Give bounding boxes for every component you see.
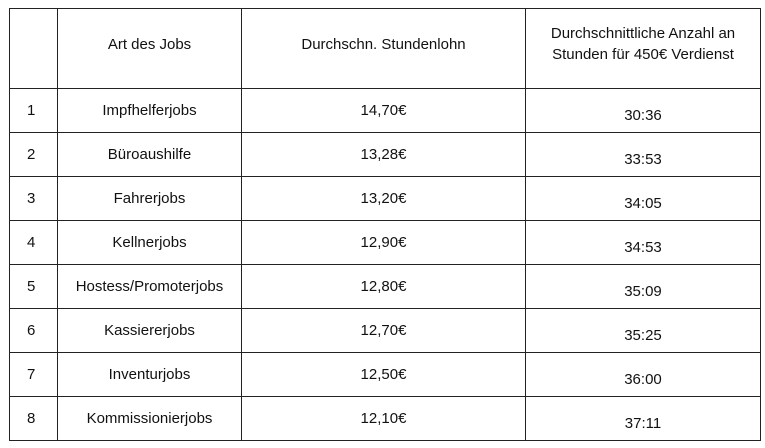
table-row <box>10 133 761 177</box>
rank-cell: 2 <box>10 133 58 177</box>
rank-cell: 4 <box>10 221 58 265</box>
wage-cell: 12,70€ <box>242 309 526 353</box>
table-row <box>10 309 761 353</box>
hours-cell: 36:00 <box>526 353 761 397</box>
hours-cell: 34:53 <box>526 221 761 265</box>
table-row <box>10 89 761 133</box>
wage-cell: 12,10€ <box>242 397 526 441</box>
header-job-type: Art des Jobs <box>58 9 242 89</box>
job-type-cell: Hostess/Promoterjobs <box>58 265 242 309</box>
hours-cell: 34:05 <box>526 177 761 221</box>
wage-cell: 12,50€ <box>242 353 526 397</box>
wage-cell: 12,90€ <box>242 221 526 265</box>
rank-cell: 5 <box>10 265 58 309</box>
header-row <box>10 9 761 89</box>
wage-cell: 13,20€ <box>242 177 526 221</box>
rank-cell: 7 <box>10 353 58 397</box>
table-header <box>10 9 761 89</box>
hours-cell: 35:09 <box>526 265 761 309</box>
wage-cell: 13,28€ <box>242 133 526 177</box>
hours-cell: 30:36 <box>526 89 761 133</box>
table-row <box>10 265 761 309</box>
job-type-cell: Büroaushilfe <box>58 133 242 177</box>
table-row <box>10 221 761 265</box>
rank-cell: 8 <box>10 397 58 441</box>
job-type-cell: Inventurjobs <box>58 353 242 397</box>
hours-cell: 33:53 <box>526 133 761 177</box>
table-body <box>10 89 761 441</box>
header-avg-hours: Durchschnittliche Anzahl an Stunden für 450€ Verdienst <box>526 9 761 89</box>
header-rank <box>10 9 58 89</box>
job-type-cell: Kommissionierjobs <box>58 397 242 441</box>
hours-cell: 37:11 <box>526 397 761 441</box>
job-type-cell: Impfhelferjobs <box>58 89 242 133</box>
rank-cell: 6 <box>10 309 58 353</box>
header-avg-wage: Durchschn. Stundenlohn <box>242 9 526 89</box>
rank-cell: 3 <box>10 177 58 221</box>
table-row <box>10 177 761 221</box>
hours-cell: 35:25 <box>526 309 761 353</box>
wage-cell: 14,70€ <box>242 89 526 133</box>
job-type-cell: Kellnerjobs <box>58 221 242 265</box>
table-row <box>10 397 761 441</box>
wage-cell: 12,80€ <box>242 265 526 309</box>
job-type-cell: Fahrerjobs <box>58 177 242 221</box>
table-row <box>10 353 761 397</box>
rank-cell: 1 <box>10 89 58 133</box>
job-type-cell: Kassiererjobs <box>58 309 242 353</box>
jobs-table <box>9 8 761 441</box>
